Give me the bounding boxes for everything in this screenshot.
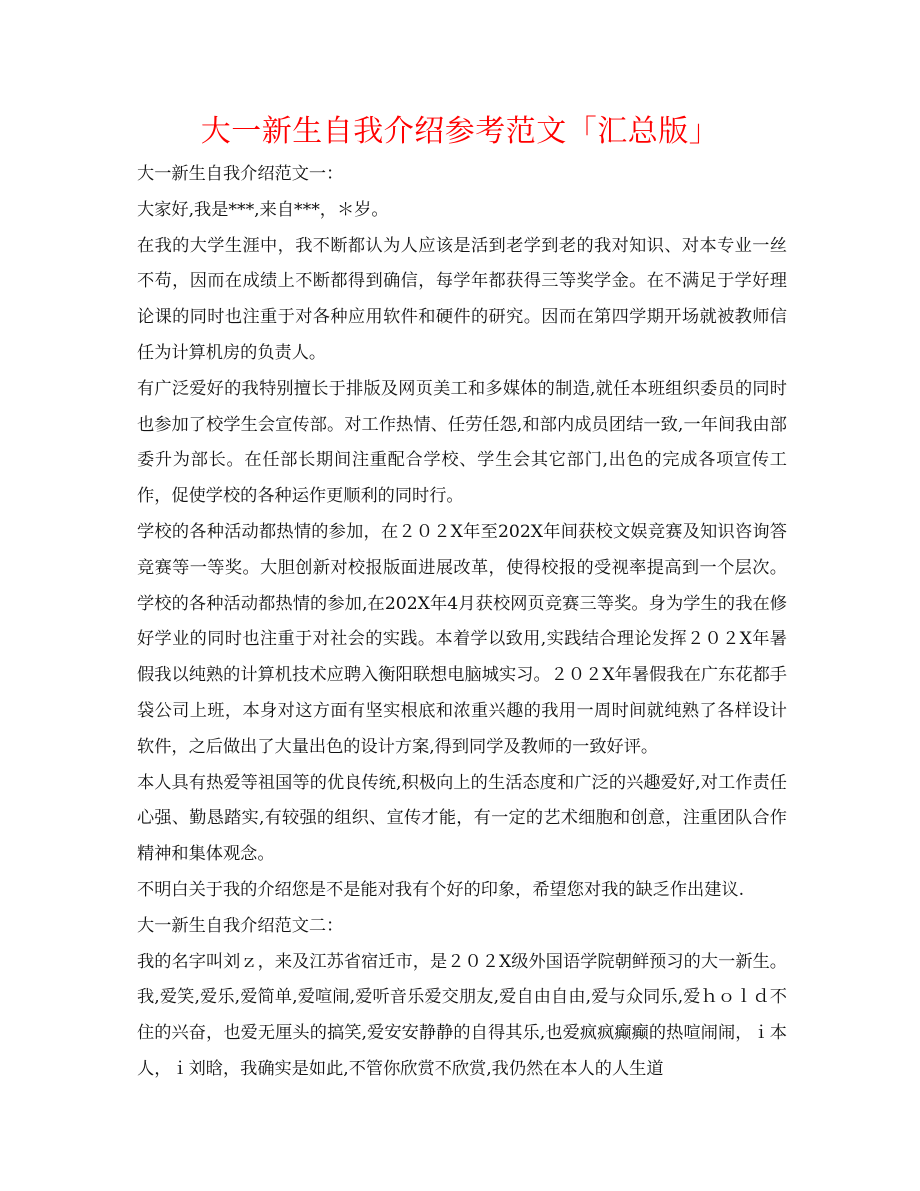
activities-paragraph: 学校的各种活动都热情的参加，在２０２X年至202X年间获校文娱竞赛及知识咨询答竞赛等一等奖。大胆创新对校报版面进展改革，使得校报的受视率提高到一个层次。学校的各种活动都热情的参加,在202X年4月获校网页竞赛三等奖。身为学生的我在修好学业的同时也注重于对社会的实践。本着学以致用,实践结合理论发挥２０２X年暑假我以纯熟的计算机技术应聘入衡阳联想电脑城实习。２０２X年暑假我在广东花都手袋公司上班，本身对这方面有坚实根底和浓重兴趣的我用一周时间就纯熟了各样设计软件，之后做出了大量出色的设计方案,得到同学及教师的一致好评。	[137, 521, 787, 757]
greeting-paragraph: 大家好,我是***,来自***，＊岁。	[137, 199, 389, 220]
personality-paragraph: 本人具有热爱等祖国等的优良传统,积极向上的生活态度和广泛的兴趣爱好,对工作责任心强、勤恳踏实,有较强的组织、宣传才能，有一定的艺术细胞和创意，注重团队合作精神和集体观念。	[137, 772, 787, 865]
closing-paragraph: 不明白关于我的介绍您是不是能对我有个好的印象，希望您对我的缺乏作出建议.	[137, 879, 745, 900]
hobby-paragraph: 有广泛爱好的我特别擅长于排版及网页美工和多媒体的制造,就任本班组织委员的同时也参加了校学生会宣传部。对工作热情、任劳任怨,和部内成员团结一致,一年间我由部委升为部长。在任部长期间注重配合学校、学生会其它部门,出色的完成各项宣传工作，促使学校的各种运作更顺利的同时行。	[137, 378, 787, 507]
section-heading-two: 大一新生自我介绍范文二：	[137, 915, 344, 936]
section-heading-one: 大一新生自我介绍范文一：	[137, 164, 344, 184]
document-body	[137, 157, 787, 1088]
study-paragraph: 在我的大学生涯中，我不断都认为人应该是活到老学到老的我对知识、对本专业一丝不苟，因而在成绩上不断都得到确信，每学年都获得三等奖学金。在不满足于学好理论课的同时也注重于对各种应用软件和硬件的研究。因而在第四学期开场就被教师信任为计算机房的负责人。	[137, 235, 787, 363]
intro-two-paragraph: 我的名字叫刘ｚ，来及江苏省宿迁市，是２０２X级外国语学院朝鲜预习的大一新生。我,爱笑,爱乐,爱简单,爱喧闹,爱听音乐爱交朋友,爱自由自由,爱与众同乐,爱ｈｏｌｄ不住的兴奋，也爱无厘头的搞笑,爱安安静静的自得其乐,也爱疯疯癫癫的热喧闹闹，ｉ本人，ｉ刘晗，我确实是如此,不管你欣赏不欣赏,我仍然在本人的人生道	[137, 951, 787, 1079]
document-title: 大一新生自我介绍参考范文「汇总版」	[200, 114, 720, 149]
